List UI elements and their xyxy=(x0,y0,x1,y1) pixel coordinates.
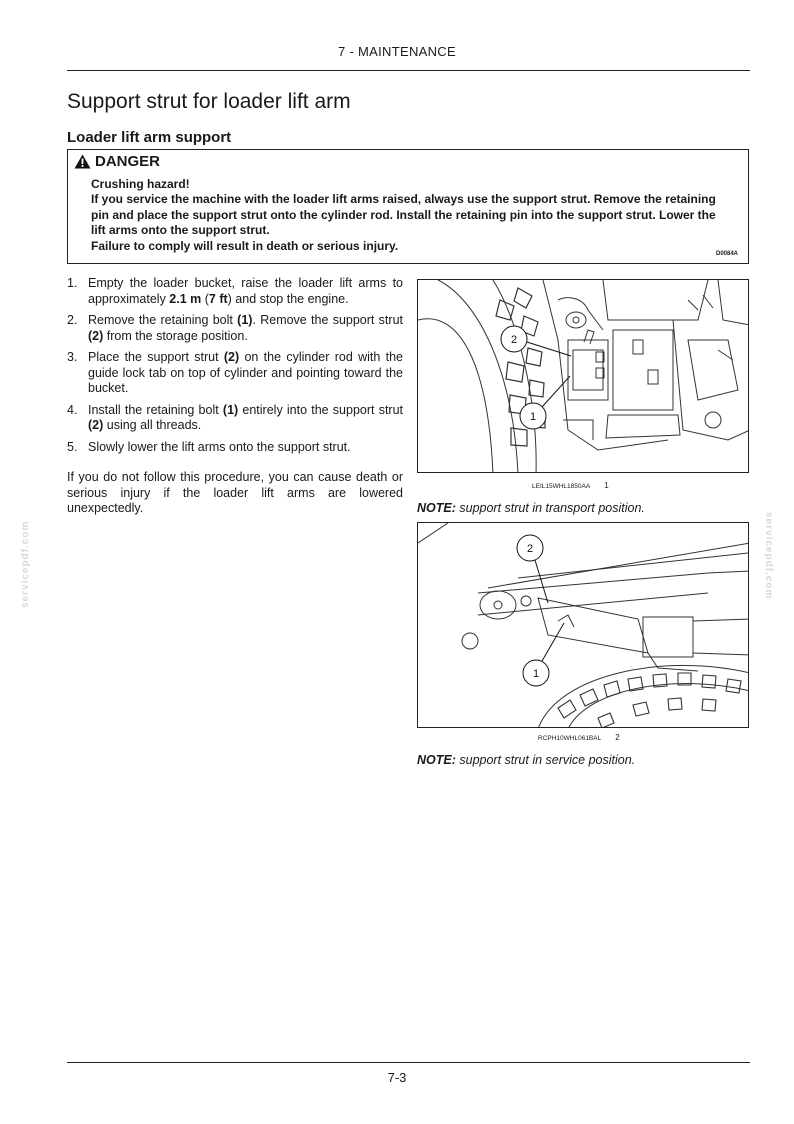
page-number: 7-3 xyxy=(387,1070,407,1085)
step-value: (2) xyxy=(88,418,104,432)
step-text: . Remove the support strut xyxy=(252,313,403,327)
procedure-steps xyxy=(67,276,403,461)
step-text: Install the retaining bolt xyxy=(88,402,223,417)
callout-2: 2 xyxy=(510,334,518,346)
note-service xyxy=(417,753,635,767)
list-item xyxy=(67,276,403,307)
step-text: from the storage position. xyxy=(103,328,248,343)
danger-label: DANGER xyxy=(95,153,161,170)
step-value: 2.1 m xyxy=(169,291,202,306)
watermark-right: servicepdf.com xyxy=(763,512,774,600)
note-text: support strut in service position. xyxy=(455,753,636,767)
running-header: 7 - MAINTENANCE xyxy=(338,44,456,59)
note-label: NOTE: xyxy=(417,501,456,515)
step-number: 2. xyxy=(67,313,78,327)
step-text: Place the support strut xyxy=(88,350,224,364)
header-rule xyxy=(67,70,750,71)
danger-heading xyxy=(74,153,160,170)
step-text: ( xyxy=(201,291,209,306)
figure-transport-position xyxy=(417,279,749,473)
list-item xyxy=(67,440,403,456)
step-number: 3. xyxy=(67,350,78,364)
step-value: (2) xyxy=(88,328,104,343)
step-number: 4. xyxy=(67,402,78,417)
callout-1: 1 xyxy=(529,411,537,423)
step-value: 7 ft xyxy=(208,291,228,306)
danger-box xyxy=(67,149,749,264)
list-item xyxy=(67,403,403,434)
service-position-illustration xyxy=(418,523,749,728)
list-item xyxy=(67,313,403,344)
step-text: ) and stop the engine. xyxy=(227,291,349,306)
note-text: support strut in transport position. xyxy=(455,501,645,515)
figure-code: LEIL15WHL1850AA xyxy=(532,483,591,490)
step-text: entirely into the support strut xyxy=(238,402,403,417)
step-text: Slowly lower the lift arms onto the support strut. xyxy=(88,439,351,454)
step-value: (1) xyxy=(222,402,239,417)
step-number: 1. xyxy=(67,276,78,290)
watermark-left: servicepdf.com xyxy=(20,520,31,608)
step-text: using all threads. xyxy=(103,418,202,432)
step-value: (2) xyxy=(223,350,240,364)
note-label: NOTE: xyxy=(417,753,456,767)
warning-triangle-icon xyxy=(74,154,91,169)
callout-2: 2 xyxy=(526,543,534,555)
figure-number: 1 xyxy=(604,481,609,490)
step-text: on the cylinder rod with the guide lock tab on top of cylinder and pointing toward the bucket. xyxy=(88,350,403,395)
step-text: Empty the loader bucket, raise the loader lift arms to approximately xyxy=(88,276,403,306)
note-transport xyxy=(417,501,645,515)
closing-warning-text: If you do not follow this procedure, you can cause death or serious injury if the loader lift arms are lowered unexpectedly. xyxy=(67,470,403,515)
list-item xyxy=(67,350,403,397)
figure-2-caption xyxy=(538,733,620,742)
figure-service-position xyxy=(417,522,749,728)
danger-text xyxy=(91,177,731,254)
page-title: Support strut for loader lift arm xyxy=(67,90,351,113)
transport-position-illustration xyxy=(418,280,749,473)
step-number: 5. xyxy=(67,439,78,454)
callout-1: 1 xyxy=(532,668,540,680)
danger-hazard: Crushing hazard! xyxy=(91,177,190,191)
figure-code: RCPH10WHL061BAL xyxy=(538,735,602,742)
step-text: Remove the retaining bolt xyxy=(88,313,238,327)
danger-instructions: If you service the machine with the loader lift arms raised, always use the support strut. Remove the retaining pin and place the support strut onto the cylinder rod. Install the retaining pin into the support strut. Lower the lift arms onto the support strut. xyxy=(91,192,716,238)
step-value: (1) xyxy=(237,313,253,327)
figure-number: 2 xyxy=(615,733,620,742)
section-title: Loader lift arm support xyxy=(67,129,232,146)
figure-1-caption xyxy=(532,481,609,490)
footer-rule xyxy=(67,1062,750,1063)
danger-code: D0084A xyxy=(715,251,738,257)
danger-consequence: Failure to comply will result in death or serious injury. xyxy=(91,238,399,253)
